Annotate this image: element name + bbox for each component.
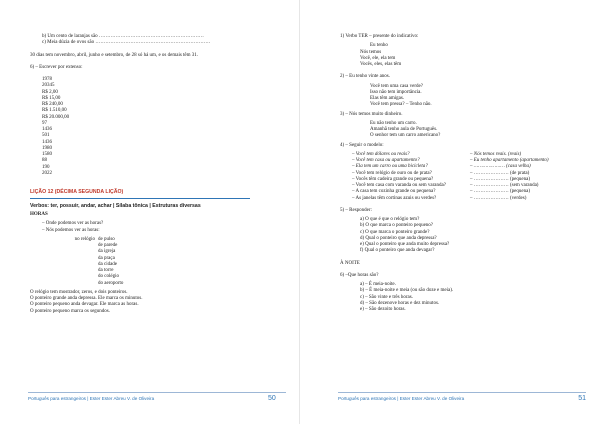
- pointer-line: O relógio tem mostrador, zeros, e dois ponteiros.: [30, 289, 128, 295]
- number-item: 1980: [42, 145, 52, 151]
- right-page-content: [340, 34, 570, 313]
- number-item: 88: [42, 158, 47, 164]
- pointer-line: O ponteiro grande anda depressa. Ele marca os minutos.: [30, 296, 143, 301]
- ex2-line: Elas têm amigas.: [370, 96, 405, 101]
- number-item: R$ 2,00: [42, 89, 58, 95]
- ex4-question: – Você tem casa ou apartamento?: [352, 158, 420, 163]
- ex4-question: – Você tem dólares ou reais?: [352, 151, 410, 157]
- ex5-line: e) Qual o ponteiro que anda muito depressa?: [360, 242, 450, 247]
- clock-lead: [62, 281, 98, 287]
- ex4-answer: – ………………… (de prata): [470, 170, 530, 176]
- ex4-answer: – ………………… (pequena): [470, 176, 530, 182]
- pointer-line: O ponteiro pequeno anda devagar. Ele marca as horas.: [30, 302, 139, 308]
- item-c: c) Meia dúzia de ovos são ……………………………………………………………: [42, 40, 211, 46]
- right-page: [300, 0, 600, 424]
- pointer-line: O ponteiro pequeno marca os segundos.: [30, 308, 110, 314]
- left-page-content: [30, 34, 270, 315]
- ex4-answer: – ………………… (pequena): [470, 189, 530, 195]
- ex4-answer: – ………………… (sem varanda): [470, 183, 539, 188]
- exercise-5-title: 5) – Responder:: [340, 207, 372, 213]
- ex2-line: Você tem pressa? – Tenho não.: [370, 102, 432, 108]
- ex4-answer: – ………………… (verdes): [470, 195, 527, 201]
- ex3-line: Eu não tenho um carro.: [370, 120, 417, 126]
- number-item: R$ 240,00: [42, 102, 63, 107]
- exercise-6-title: 6) – Escrever por extenso:: [30, 64, 83, 70]
- clock-place: do colégio: [98, 274, 119, 280]
- clock-place: do aeroporto: [98, 280, 124, 286]
- lesson-title: LIÇÃO 12 (DÉCIMA SEGUNDA LIÇÃO): [30, 189, 124, 195]
- ex1-line: Vocês, eles, elas têm: [360, 62, 402, 67]
- ex6-line: d) – São dezenove horas e dez minutos.: [360, 300, 440, 306]
- left-footer: [28, 392, 286, 406]
- a-noite-heading: À NOITE: [340, 260, 360, 266]
- ex3-line: O senhor tem um carro americano?: [370, 133, 441, 139]
- ex4-question: – Você tem casa com varanda ou sem varanda?: [352, 183, 446, 188]
- lesson-divider: [30, 198, 250, 199]
- ex6-line: c) – São vinte e três horas.: [360, 294, 413, 300]
- ex1-line: Eu tenho: [370, 43, 388, 49]
- ex5-line: f) Qual o ponteiro que anda devagar?: [360, 248, 435, 254]
- ex2-line: Você tem uma casa verde?: [370, 83, 423, 89]
- clock-lead: no relógio: [74, 236, 95, 242]
- exercise-1-title: 1) Verbo TER – presente do indicativo:: [340, 34, 419, 39]
- ex4-question: – Ela tem um carro ou uma bicicleta?: [352, 164, 428, 170]
- ex1-line: Nós temos: [360, 49, 382, 55]
- ex6-line: e) – São dezoito horas.: [360, 307, 406, 312]
- ex4-table: [340, 152, 570, 202]
- ex6-line: a) – É meia-noite.: [360, 282, 396, 287]
- horas-question: – Onde podemos ver as horas?: [42, 221, 104, 227]
- number-item: 1580: [42, 152, 52, 157]
- ex3-line: Amanhã tenho aula de Português.: [370, 127, 438, 132]
- page-number: 51: [578, 395, 586, 402]
- exercise-6-title: 6) –Que horas são?: [340, 272, 379, 278]
- item-b: b) Um cento de laranjas são ………………………………………………………: [42, 34, 204, 39]
- ex2-line: Isso não tem importância.: [370, 89, 422, 95]
- ex4-question: – A casa tem cozinha grande ou pequena?: [352, 189, 436, 195]
- clock-place: de pulso: [98, 236, 115, 242]
- clock-place: da praça: [98, 255, 115, 261]
- ex5-line: d) Qual o ponteiro que anda depressa?: [360, 235, 437, 241]
- ex4-answer: – Eu tenho apartamento (apartamento): [470, 158, 549, 163]
- right-footer: [338, 392, 586, 406]
- number-item: 1978: [42, 77, 52, 82]
- footer-text: Português para estrangeiros | Ester Ester Abreu V. de Oliveira: [28, 396, 155, 401]
- months-note: 30 dias tem novembro, abril, junho e setembro, de 28 só há um, e os demais têm 31.: [30, 52, 199, 58]
- number-item: 501: [42, 133, 50, 139]
- exercise-3-title: 3) – Nós temos muito dinheiro.: [340, 111, 403, 117]
- clock-places-table: [30, 237, 270, 287]
- number-item: R$ 20.000,00: [42, 114, 70, 120]
- ex4-question: – As janelas têm cortinas azuis ou verdes?: [352, 195, 437, 201]
- horas-heading: HORAS: [30, 212, 48, 217]
- footer-text: Português para estrangeiros | Ester Ester Abreu V. de Oliveira: [338, 396, 465, 401]
- page-number: 50: [268, 395, 276, 402]
- exercise-4-title: 4) – Seguir o modelo:: [340, 142, 384, 148]
- number-item: 1436: [42, 127, 52, 132]
- number-item: R$ 1.510,00: [42, 108, 67, 114]
- number-item: 1436: [42, 139, 52, 145]
- clock-place: da igreja: [98, 249, 116, 255]
- ex4-question: – Você tem relógio de ouro ou de prata?: [352, 170, 432, 176]
- ex5-line: a) O que é que o relógio tem?: [360, 217, 420, 222]
- clock-place: da cidade: [98, 261, 118, 267]
- number-item: 190: [42, 164, 50, 170]
- clock-place: da torre: [98, 268, 114, 273]
- ex1-line: Você, ele, ela tem: [360, 55, 396, 61]
- ex4-answer: – ………………… (casa velha): [470, 164, 531, 170]
- exercise-2-title: 2) – Eu tenho vinte anos.: [340, 74, 390, 80]
- verbs-line: Verbos: ter, possuir, andar, achar | Sílaba tônica | Estruturas diversas: [30, 202, 201, 209]
- numbers-list: [30, 77, 270, 177]
- number-item: 2022: [42, 170, 52, 176]
- ex6-line: b) – É meia-noite e meia (ou são doze e meia).: [360, 288, 454, 294]
- ex4-answer: – Nós temos reais. (reais): [470, 151, 522, 157]
- ex5-line: b) O que marca o ponteiro pequeno?: [360, 223, 434, 229]
- ex4-question: – Vocês têm cadeira grande ou pequena?: [352, 176, 434, 182]
- ex5-line: c) O que marca o ponteiro grande?: [360, 229, 430, 235]
- number-item: 97: [42, 120, 47, 126]
- number-item: 20345: [42, 83, 55, 89]
- horas-answer: – Nós podemos ver as horas:: [42, 227, 100, 233]
- clock-place: de parede: [98, 243, 118, 248]
- number-item: R$ 15,00: [42, 95, 61, 101]
